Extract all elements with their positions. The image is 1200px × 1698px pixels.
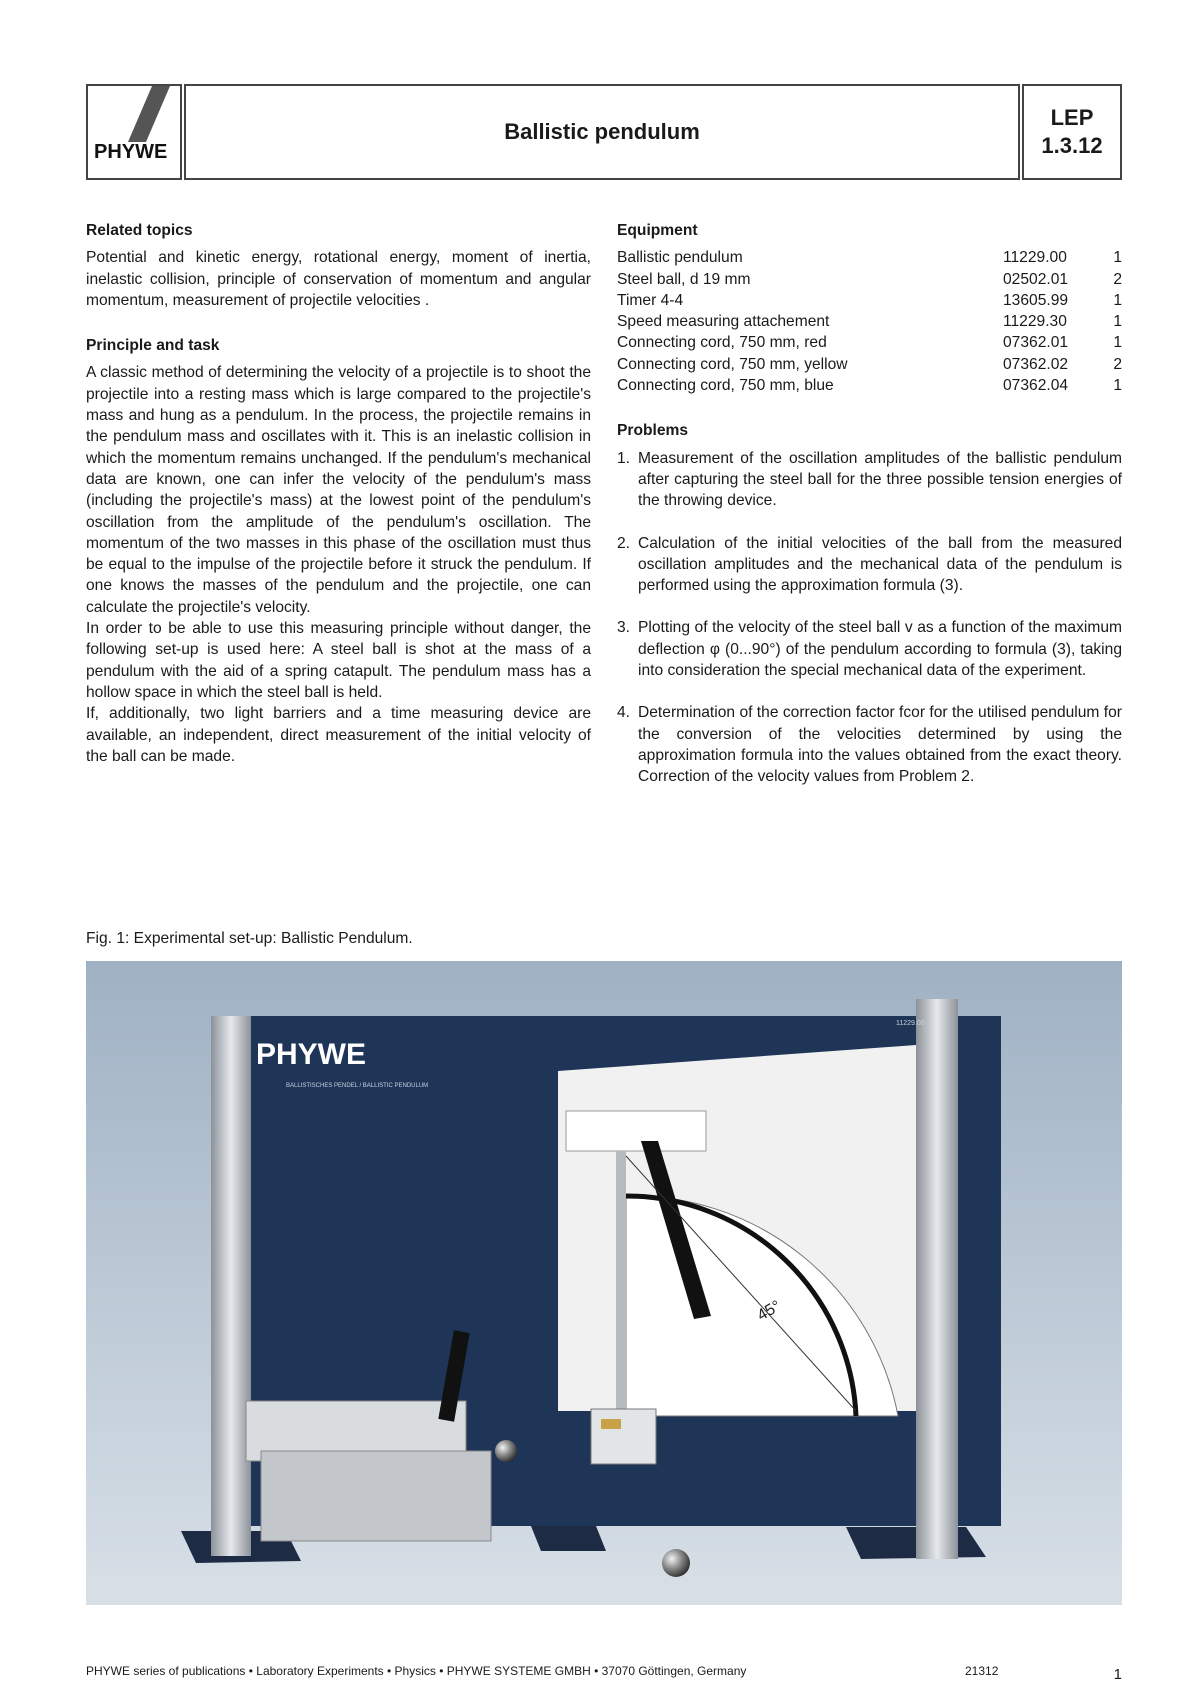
table-row: [617, 290, 1122, 311]
pendulum-catch: [601, 1419, 621, 1429]
equipment-name: Steel ball, d 19 mm: [617, 270, 751, 288]
loaded-ball: [495, 1440, 517, 1462]
equipment-number: 11229.00: [1003, 249, 1067, 267]
table-row: [617, 332, 1122, 353]
equipment-qty: 1: [1113, 291, 1122, 309]
equipment-qty: 1: [1113, 334, 1122, 352]
equipment-heading: Equipment: [617, 222, 698, 239]
equipment-qty: 1: [1113, 313, 1122, 331]
logo-text: PHYWE: [94, 141, 168, 163]
equipment-number: 07362.01: [1003, 334, 1069, 352]
problem-number: 3.: [617, 619, 631, 637]
problem-text: Measurement of the oscillation amplitudes of the ballistic pendulum after capturing the steel ball for the three possible tension energies of the throwing device.: [638, 449, 1122, 510]
scale-label-45: 45°: [754, 1297, 784, 1325]
footer-publisher: PHYWE series of publications • Laboratory Experiments • Physics • PHYWE SYSTEME GMBH • 37070 Göttingen, Germany: [86, 1664, 747, 1678]
equipment-qty: 2: [1113, 355, 1122, 373]
phywe-logo: [86, 84, 182, 180]
problem-number: 1.: [617, 449, 631, 467]
principle-paragraph-1: A classic method of determining the velocity of a projectile is to shoot the projectile into a resting mass which is large compared to the projectile's mass and hung as a pendulum. In the process, the projectile remains in the pendulum mass and oscillates with it. This is an inelastic collision in which the momentum remains unchanged. If the pendulum's mechanical data are known, one can infer the velocity of the pendulum's mass (including the projectile's mass) at the lowest point of the pendulum's oscillation from the amplitude of the pendulum's oscillation. The momentum of the two masses in this phase of the oscillation must thus be equal to the impulse of the projectile before it struck the pendulum. If one knows the masses of the pendulum and the projectile, one can calculate the projectile's velocity.: [86, 364, 591, 616]
principle-paragraph-3: If, additionally, two light barriers and a time measuring device are available, an independent, direct measurement of the initial velocity of the ball can be made.: [86, 705, 591, 765]
problems-list: [617, 448, 1122, 788]
panel-number: 11229.00: [896, 1020, 925, 1027]
lep-number: 1.3.12: [1041, 133, 1103, 158]
lep-label: LEP: [1050, 105, 1094, 130]
pendulum-rod: [616, 1151, 626, 1421]
title-box: [184, 84, 1020, 180]
left-rail: [211, 1016, 251, 1556]
related-topics-heading: Related topics: [86, 222, 193, 239]
principle-heading: Principle and task: [86, 337, 220, 355]
catapult-body: [261, 1451, 491, 1541]
table-row: [617, 311, 1122, 332]
panel-brand: PHYWE: [256, 1038, 367, 1071]
equipment-number: 02502.01: [1003, 270, 1069, 288]
equipment-qty: 1: [1113, 377, 1122, 395]
equipment-table: [617, 247, 1122, 396]
problem-text: Determination of the correction factor fcor for the utilised pendulum for the conversion of the velocities determined by using the approximation formula into the values obtained from the exact theory. Correction of the velocity values from Problem 2.: [638, 704, 1122, 786]
page-header: [86, 84, 1122, 180]
left-column: [86, 220, 591, 767]
equipment-number: 11229.30: [1003, 313, 1067, 331]
related-topics-text: Potential and kinetic energy, rotational energy, moment of inertia, inelastic collision, principle of conservation of momentum and angular momentum, measurement of projectile velocities .: [86, 249, 591, 309]
page-number: 1: [1113, 1666, 1122, 1683]
problem-text: Calculation of the initial velocities of the ball from the measured oscillation amplitudes and the mechanical data of the pendulum is performed using the approximation formula (3).: [638, 534, 1122, 595]
equipment-qty: 2: [1113, 270, 1122, 288]
right-rail: [916, 999, 958, 1559]
lep-box: [1022, 84, 1122, 180]
middle-foot: [531, 1526, 606, 1551]
phywe-logo-icon: [88, 86, 180, 178]
footer-code: 21312: [965, 1664, 999, 1678]
equipment-name: Connecting cord, 750 mm, red: [617, 334, 827, 352]
figure-caption: Fig. 1: Experimental set-up: Ballistic Pendulum.: [86, 930, 413, 947]
problem-number: 4.: [617, 704, 631, 722]
table-row: [617, 354, 1122, 375]
panel-subtitle: BALLISTISCHES PENDEL / BALLISTIC PENDULUM: [286, 1083, 429, 1089]
equipment-number: 13605.99: [1003, 291, 1069, 309]
equipment-name: Timer 4-4: [617, 291, 684, 309]
experimental-setup-photo: [86, 961, 1122, 1605]
list-item: [617, 448, 1122, 512]
equipment-number: 07362.02: [1003, 355, 1069, 373]
problem-text: Plotting of the velocity of the steel ball v as a function of the maximum deflection φ (0...90°) of the pendulum according to formula (3), taking into consideration the special mechanical data of the experiment.: [638, 619, 1122, 680]
suspension-bar: [566, 1111, 706, 1151]
list-item: [617, 617, 1122, 681]
principle-paragraph-2: In order to be able to use this measuring principle without danger, the following set-up is used here: A steel ball is shot at the mass of a pendulum with the aid of a spring catapult. The pendulum mass has a hollow space in which the steel ball is held.: [86, 620, 591, 701]
problem-number: 2.: [617, 534, 631, 552]
page-title: Ballistic pendulum: [504, 119, 700, 144]
pendulum-mass: [591, 1409, 656, 1464]
equipment-number: 07362.04: [1003, 377, 1069, 395]
equipment-name: Speed measuring attachement: [617, 313, 830, 331]
table-row: [617, 247, 1122, 268]
equipment-name: Connecting cord, 750 mm, yellow: [617, 355, 848, 373]
equipment-name: Connecting cord, 750 mm, blue: [617, 377, 834, 395]
equipment-qty: 1: [1113, 249, 1122, 267]
steel-ball: [662, 1549, 690, 1577]
table-row: [617, 375, 1122, 396]
problems-heading: Problems: [617, 422, 689, 440]
list-item: [617, 702, 1122, 787]
table-row: [617, 269, 1122, 290]
equipment-name: Ballistic pendulum: [617, 249, 743, 267]
list-item: [617, 533, 1122, 597]
right-column: [617, 220, 1122, 809]
